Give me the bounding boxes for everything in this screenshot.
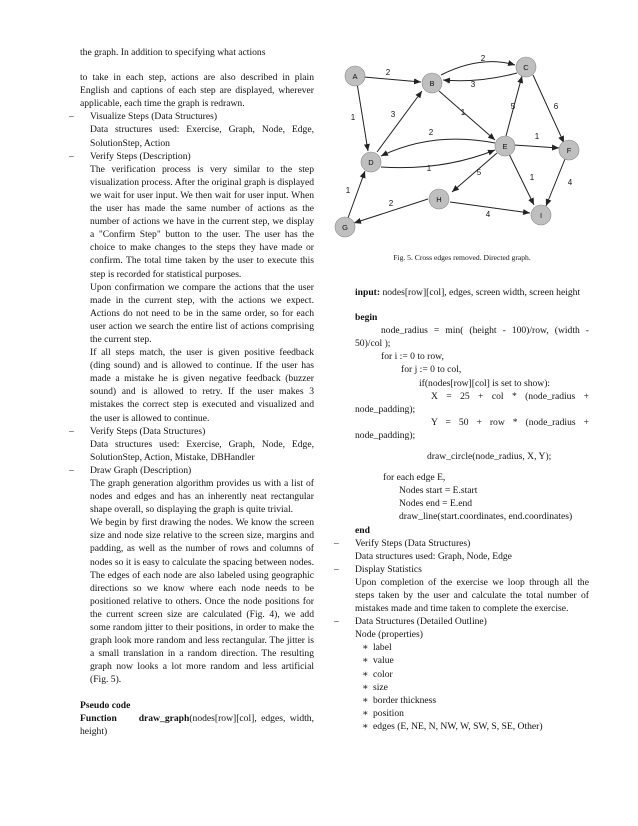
function-keyword: Function [80, 712, 117, 724]
bullet-verify-description: – Verify Steps (Description) The verification process is very similar to the step visualization process. After the original graph is displayed we wait for user input. We then wait for user input. When the user has made the same number of actions as the number of actions we have in the current step, we display a "Confirm Step" button to the user. The user has the choice to make changes to the steps they have made or confirm. The total time taken by the user to execute this step is recorded for statistical purposes. Upon confirmation we compare the actions that the user made in the current step, with the actions we expect. Actions do not need to be in the same order, so for each user action we search the entire list of actions comprising the current step. If all steps match, the user is given positive feedback (ding sound) and is allowed to continue. If the user has made a mistake he is given negative feedback (buzzer sound) and is allowed to retry. If the user makes 3 mistakes the correct step is executed and visualized and the user is allowed to continue. [69, 150, 314, 424]
bullet-verify-data-structures: – Verify Steps (Data Structures) Data structures used: Exercise, Graph, Node, Edge, SolutionStep, Action, Mistake, DBHandler [69, 425, 314, 463]
list-item: ∗ border thickness [362, 694, 437, 706]
bullet-title: Draw Graph (Description) [90, 464, 192, 476]
node-label: E [502, 142, 508, 151]
code-line: Y = 50 + row * (node_radius + node_padding); [355, 416, 589, 441]
edge-label: 1 [529, 173, 535, 182]
list-item: ∗ label [362, 642, 392, 654]
code-line: for j := 0 to col, [401, 364, 462, 376]
edge-b-c [441, 62, 515, 75]
code-line: for each edge E, [383, 472, 446, 484]
figure-graph [333, 47, 591, 267]
node-label: D [368, 158, 374, 167]
input-line [345, 286, 589, 299]
list-item: ∗ color [362, 668, 393, 680]
code-line: if(nodes[row][col] is set to show): [419, 377, 551, 389]
edge-c-b [443, 73, 517, 81]
edge-label: 4 [567, 178, 573, 187]
edge-a-b [364, 77, 421, 82]
function-name: draw_graph [138, 712, 190, 724]
edge-label: 5 [510, 102, 516, 111]
bullet-verify-data-structures-2: – Verify Steps (Data Structures) Data structures used: Graph, Node, Edge [345, 537, 589, 563]
bullet-display-statistics: – Display Statistics Upon completion of the exercise we loop through all the steps taken by the user and calculate the total number of mistakes made and time taken to complete the exercise. [334, 563, 589, 615]
bullet-title: Verify Steps (Description) [90, 150, 191, 162]
edge-label: 1 [534, 132, 540, 141]
edge-label: 1 [460, 108, 466, 117]
edge-d-e [381, 150, 495, 168]
left-column [69, 46, 314, 738]
edge-label: 2 [385, 68, 391, 77]
edge-d-b [377, 91, 422, 152]
code-line: for i := 0 to row, [381, 351, 444, 363]
bullet-body: If all steps match, the user is given positive feedback (ding sound) and is allowed to continue. If the user has made a mistake he is given negative feedback (buzzer sound) and is allowed to retry. If the user makes 3 mistakes the correct step is executed and visualized and the user is allowed to continue. [90, 347, 314, 424]
function-signature [80, 712, 314, 738]
edge-f-i [546, 159, 565, 206]
bullet-body: The verification process is very similar to the step visualization process. After the original graph is displayed we wait for user input. We then wait for user input. When the user has made the same number of actions as the number of actions we have in the current step, we display a "Confirm Step" button to the user. The user has the choice to make changes to the steps they have made or confirm. The total time taken by the user to execute this step is recorded for statistical purposes. [90, 163, 314, 280]
input-label: input: [355, 287, 381, 298]
figure-caption: Fig. 5. Cross edges removed. Directed graph. [393, 253, 531, 262]
bullet-body: Data structures used: Exercise, Graph, Node, Edge, SolutionStep, Action, Mistake, DBHandler [90, 438, 314, 463]
paragraph: to take in each step, actions are also described in plain English and captions of each step are displayed, wherever applicable, each time the graph is redrawn. [80, 72, 314, 110]
edge-label: 1 [426, 164, 432, 173]
edge-e-d [381, 139, 495, 156]
code-line: Nodes start = E.start [399, 485, 478, 497]
node-label: F [566, 146, 572, 155]
edge-e-f [514, 145, 559, 148]
edge-label: 1 [345, 186, 351, 195]
code-end: end [355, 524, 370, 536]
bullet-draw-graph: – Draw Graph (Description) The graph generation algorithm provides us with a list of nodes and edges and has an inherently neat rectangular shape overall, so displaying the graph is quite trivial. We begin by first drawing the nodes. We know the screen size and node size relative to the screen size, margins and padding, as well as the number of rows and columns of nodes so it is easy to calculate the spacing between nodes. The edges of each node are also labeled using geographic directions so we know where each node needs to be positioned relative to others. Once the node positions for the current screen size are calculated (Fig. 4), we add some random jitter to their positions, in order to make the graph look more random and less rectangular. The jitter is a small translation in a random direction. The resulting graph now looks a lot more random and less artificial (Fig. 5). [69, 464, 314, 686]
node-label: C [523, 63, 529, 72]
input-text: nodes[row][col], edges, screen width, screen height [380, 287, 581, 298]
edge-g-d [345, 171, 365, 218]
graph-edges [345, 62, 565, 223]
edge-e-h [452, 153, 497, 192]
bullet-body: Upon confirmation we compare the actions that the user made in the current step, with the actions we expect. Actions do not need to be in the same order, so for each user action we search the entire list of actions comprising the current step. [90, 281, 314, 345]
graph-diagram [333, 47, 591, 267]
edge-a-d [357, 83, 368, 151]
node-label: B [429, 79, 435, 88]
edge-label: 4 [485, 210, 491, 219]
bullet-title: Display Statistics [355, 563, 422, 575]
bullet-sub: Node (properties) [355, 629, 423, 641]
bullet-title: Verify Steps (Data Structures) [355, 537, 471, 549]
edge-label: 1 [350, 113, 356, 122]
function-params: (nodes[row][col], edges, width, height) [80, 712, 314, 737]
code-begin: begin [355, 312, 378, 324]
code-line: draw_circle(node_radius, X, Y); [427, 451, 552, 463]
node-label: I [539, 211, 543, 220]
edge-label: 2 [480, 54, 486, 63]
edge-label: 6 [553, 102, 559, 111]
pseudo-code-heading: Pseudo code [80, 699, 131, 711]
node-label: G [342, 223, 348, 232]
bullet-body: Upon completion of the exercise we loop through all the steps taken by the user and calculate the total number of mistakes made and time taken to complete the exercise. [355, 576, 589, 615]
list-item: ∗ value [362, 655, 394, 667]
code-line: draw_line(start.coordinates, end.coordinates) [399, 511, 573, 523]
edge-b-e [439, 91, 495, 140]
node-label: H [436, 195, 442, 204]
code-line: X = 25 + col * (node_radius + node_padding); [355, 390, 589, 415]
bullet-visualize: – Visualize Steps (Data Structures) Data structures used: Exercise, Graph, Node, Edge, SolutionStep, Action [69, 111, 314, 149]
bullet-body: We begin by first drawing the nodes. We know the screen size and node size relative to the screen size, margins and padding, as well as the number of rows and columns of nodes so it is easy to calculate the spacing between nodes. The edges of each node are also labeled using geographic directions so we know where each node needs to be positioned relative to others. Once the node positions for the current screen size are calculated (Fig. 4), we add some random jitter to their positions, in order to make the graph look more random and less rectangular. The jitter is a small translation in a random direction. The resulting graph now looks a lot more random and less artificial (Fig. 5). [90, 517, 314, 686]
edge-label: 3 [390, 110, 396, 119]
bullet-body: Data structures used: Graph, Node, Edge [355, 550, 512, 562]
bullet-title: Visualize Steps (Data Structures) [90, 111, 218, 123]
right-column [334, 286, 589, 733]
list-item: ∗ size [362, 681, 388, 693]
bullet-body: Data structures used: Exercise, Graph, Node, Edge, SolutionStep, Action [90, 124, 314, 149]
edge-label: 2 [388, 199, 394, 208]
paragraph: the graph. In addition to specifying what actions [80, 47, 266, 58]
edge-label: 2 [428, 128, 434, 137]
node-label: A [352, 72, 358, 81]
list-item: ∗ edges (E, NE, N, NW, W, SW, S, SE, Other) [362, 720, 543, 732]
code-line: Nodes end = E.end [399, 498, 473, 510]
edge-label: 5 [476, 168, 482, 177]
list-item: ∗ position [362, 707, 404, 719]
edge-label: 3 [470, 80, 476, 89]
property-list [345, 641, 589, 733]
code-line: node_radius = min( (height - 100)/row, (width - 50)/col ); [355, 325, 589, 350]
bullet-body: The graph generation algorithm provides us with a list of nodes and edges and has an inherently neat rectangular shape overall, so displaying the graph is quite trivial. [90, 478, 314, 516]
bullet-data-structures-outline: – Data Structures (Detailed Outline) Node (properties) [345, 615, 589, 641]
bullet-title: Verify Steps (Data Structures) [90, 425, 206, 437]
bullet-title: Data Structures (Detailed Outline) [355, 616, 487, 628]
